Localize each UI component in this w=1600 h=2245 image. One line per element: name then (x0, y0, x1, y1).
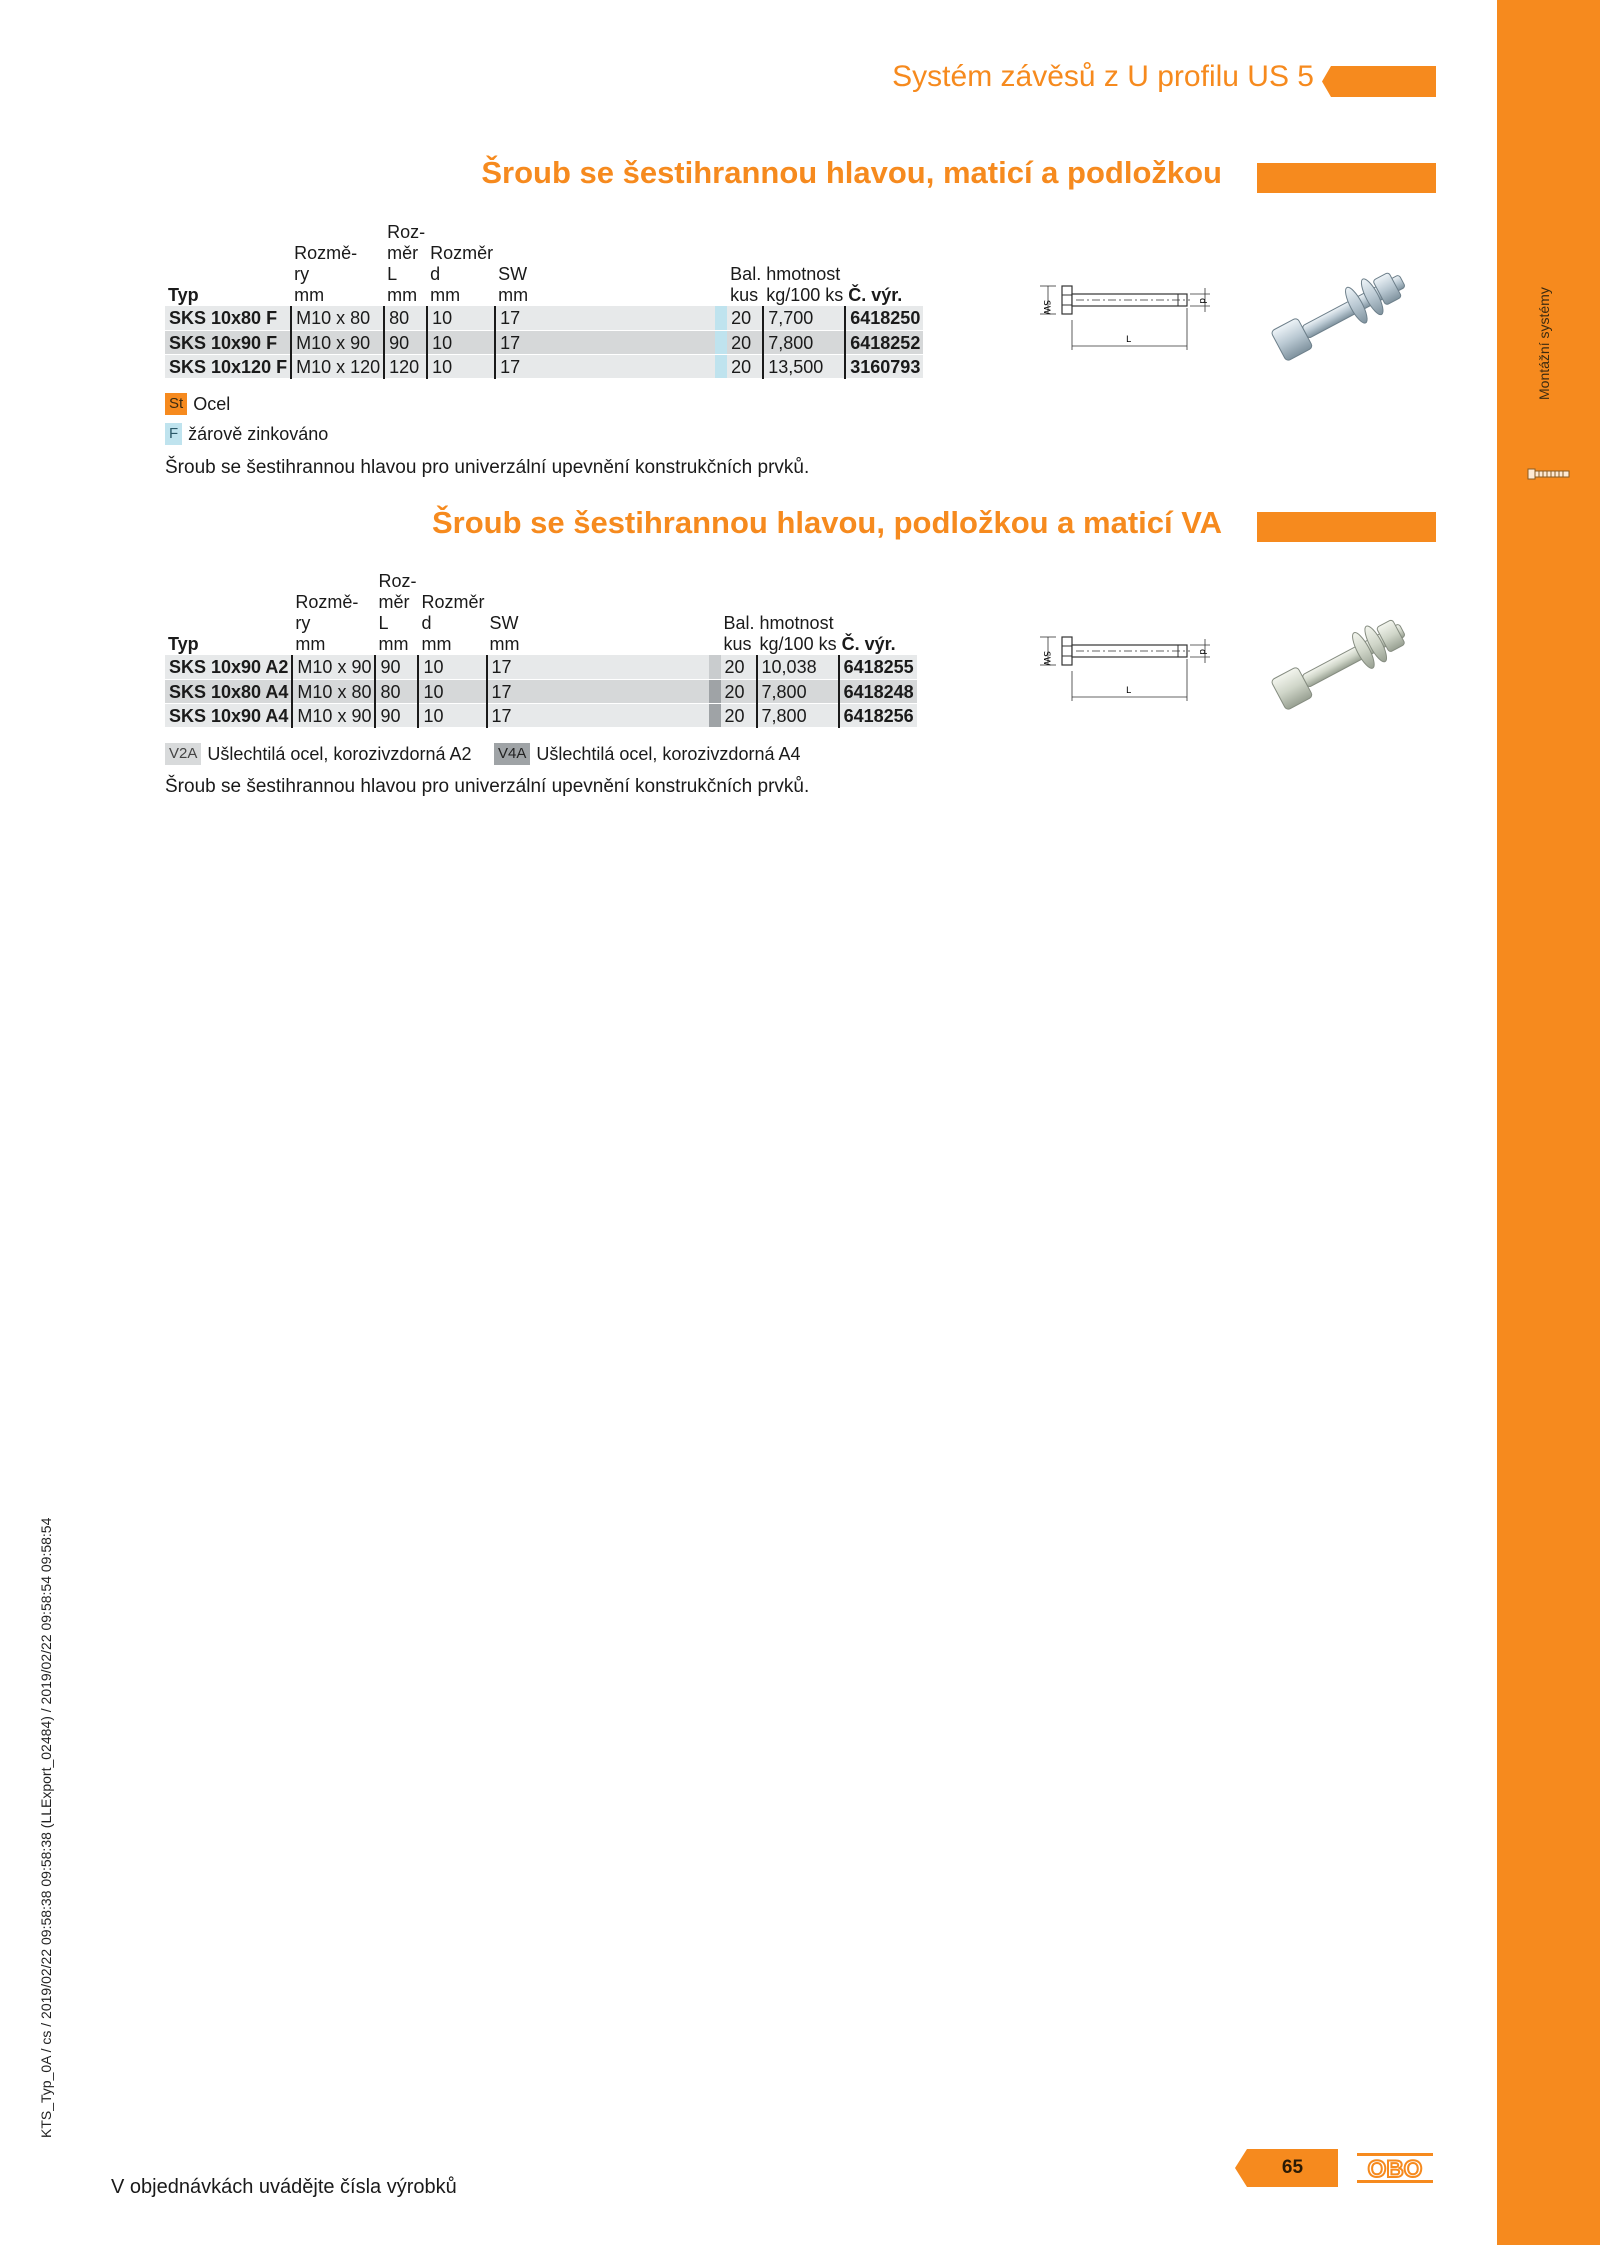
page-header-title: Systém závěsů z U profilu US 5 (892, 60, 1314, 93)
col-hmotnost: hmotnost kg/100 ks (766, 264, 844, 305)
material-marker-a2 (709, 655, 721, 679)
col-typ: Typ (168, 285, 199, 305)
table-row (165, 655, 917, 679)
cell-sw: 17 (495, 354, 715, 378)
section2-technical-drawing (1030, 619, 1225, 709)
drawing-label-l: L (1126, 335, 1132, 345)
col-marker (709, 571, 721, 655)
cell-typ: SKS 10x90 A2 (165, 655, 292, 679)
svg-text:OBO: OBO (1367, 2156, 1423, 2183)
table-row (165, 306, 923, 330)
cell-d: 10 (427, 306, 495, 330)
material-marker-a4 (709, 703, 721, 727)
cell-l: 90 (375, 703, 418, 727)
cell-bal: 20 (727, 306, 763, 330)
cell-rozmery: M10 x 120 (291, 354, 384, 378)
cell-typ: SKS 10x90 A4 (165, 703, 292, 727)
section2-description: Šroub se šestihrannou hlavou pro univerzální upevnění konstrukčních prvků. (165, 776, 810, 797)
cell-typ: SKS 10x90 F (165, 330, 291, 354)
material-code-v4a: V4A (494, 743, 530, 765)
legend-item-stainless-a2 (165, 743, 472, 765)
legend-item-galvanized (165, 423, 328, 445)
col-rozmery: Rozmě- ry mm (294, 243, 358, 305)
col-d: Rozměr d mm (430, 243, 494, 305)
material-marker-a4 (709, 679, 721, 703)
header-tab-marker (1322, 66, 1436, 97)
table-row (165, 330, 923, 354)
cell-bal: 20 (721, 655, 757, 679)
cell-sw: 17 (495, 330, 715, 354)
cell-cislo-vyrobku: 3160793 (845, 354, 923, 378)
cell-l: 120 (384, 354, 427, 378)
cell-typ: SKS 10x80 A4 (165, 679, 292, 703)
col-cislo-vyrobku: Č. výr. (848, 285, 903, 305)
cell-hmotnost: 13,500 (763, 354, 845, 378)
cell-d: 10 (427, 330, 495, 354)
table-header-row (165, 222, 923, 306)
cell-d: 10 (427, 354, 495, 378)
col-rozmery: Rozmě- ry mm (295, 592, 359, 654)
col-marker (715, 222, 727, 306)
col-sw: SW mm (489, 613, 520, 654)
col-l: Roz- měr L mm (378, 571, 417, 654)
col-d: Rozměr d mm (421, 592, 485, 654)
cell-hmotnost: 7,800 (757, 703, 839, 727)
cell-hmotnost: 7,800 (763, 330, 845, 354)
table-row (165, 703, 917, 727)
cell-hmotnost: 7,700 (763, 306, 845, 330)
cell-cislo-vyrobku: 6418248 (839, 679, 917, 703)
col-l: Roz- měr L mm (387, 222, 426, 305)
drawing-label-sw: SW (1041, 300, 1051, 315)
col-sw: SW mm (498, 264, 529, 305)
cell-bal: 20 (721, 679, 757, 703)
bolt-icon (1527, 466, 1571, 482)
col-bal: Bal. kus (723, 613, 755, 654)
legend-item-steel (165, 393, 230, 415)
table-header-row (165, 571, 917, 655)
section1-description: Šroub se šestihrannou hlavou pro univerzální upevnění konstrukčních prvků. (165, 457, 810, 478)
cell-cislo-vyrobku: 6418255 (839, 655, 917, 679)
col-hmotnost: hmotnost kg/100 ks (759, 613, 837, 654)
legend-text: Ocel (193, 393, 231, 414)
page-number: 65 (1281, 2157, 1304, 2178)
cell-rozmery: M10 x 80 (292, 679, 375, 703)
sidebar-category-label: Montážní systémy (1536, 287, 1552, 400)
section2-product-image (1263, 612, 1418, 717)
col-cislo-vyrobku: Č. výr. (841, 634, 896, 654)
legend-text: Ušlechtilá ocel, korozivzdorná A4 (536, 743, 801, 764)
drawing-label-sw: SW (1041, 651, 1051, 666)
material-code-v2a: V2A (165, 743, 201, 765)
cell-l: 90 (375, 655, 418, 679)
cell-hmotnost: 7,800 (757, 679, 839, 703)
cell-bal: 20 (727, 354, 763, 378)
cell-hmotnost: 10,038 (757, 655, 839, 679)
section2-spec-table (165, 571, 917, 728)
cell-sw: 17 (487, 679, 709, 703)
export-metadata: KTS_Typ_0A / cs / 2019/02/22 09:58:38 09:58:38 (LLExport_02484) / 2019/02/22 09:58:54 09:58:54 (38, 1517, 54, 2138)
cell-rozmery: M10 x 90 (291, 330, 384, 354)
finish-marker-f (715, 330, 727, 354)
cell-sw: 17 (487, 655, 709, 679)
cell-sw: 17 (487, 703, 709, 727)
finish-marker-f (715, 354, 727, 378)
section1-technical-drawing (1030, 268, 1225, 358)
section1-title-bar (1257, 163, 1436, 193)
cell-cislo-vyrobku: 6418256 (839, 703, 917, 727)
section1-title: Šroub se šestihrannou hlavou, maticí a podložkou (481, 155, 1222, 190)
cell-typ: SKS 10x120 F (165, 354, 291, 378)
section1-product-image (1263, 263, 1418, 368)
cell-l: 80 (384, 306, 427, 330)
drawing-label-d: d (1197, 298, 1207, 304)
legend-text: žárově zinkováno (188, 423, 329, 444)
cell-typ: SKS 10x80 F (165, 306, 291, 330)
section2-title-bar (1257, 512, 1436, 542)
finish-marker-f (715, 306, 727, 330)
obo-logo (1356, 2150, 1434, 2186)
cell-bal: 20 (727, 330, 763, 354)
cell-rozmery: M10 x 90 (292, 655, 375, 679)
cell-bal: 20 (721, 703, 757, 727)
cell-cislo-vyrobku: 6418252 (845, 330, 923, 354)
drawing-label-l: L (1126, 686, 1132, 696)
cell-l: 80 (375, 679, 418, 703)
col-typ: Typ (168, 634, 199, 654)
cell-cislo-vyrobku: 6418250 (845, 306, 923, 330)
cell-d: 10 (418, 655, 486, 679)
cell-rozmery: M10 x 90 (292, 703, 375, 727)
cell-rozmery: M10 x 80 (291, 306, 384, 330)
footer-order-note: V objednávkách uvádějte čísla výrobků (111, 2176, 457, 2198)
cell-d: 10 (418, 679, 486, 703)
drawing-label-d: d (1197, 649, 1207, 655)
cell-d: 10 (418, 703, 486, 727)
material-code-st: St (165, 393, 187, 415)
legend-text: Ušlechtilá ocel, korozivzdorná A2 (207, 743, 472, 764)
legend-item-stainless-a4 (494, 743, 801, 765)
cell-sw: 17 (495, 306, 715, 330)
col-bal: Bal. kus (730, 264, 762, 305)
cell-l: 90 (384, 330, 427, 354)
table-row (165, 354, 923, 378)
finish-code-f: F (165, 423, 182, 445)
section1-spec-table (165, 222, 923, 379)
section2-title: Šroub se šestihrannou hlavou, podložkou a maticí VA (431, 505, 1222, 540)
table-row (165, 679, 917, 703)
